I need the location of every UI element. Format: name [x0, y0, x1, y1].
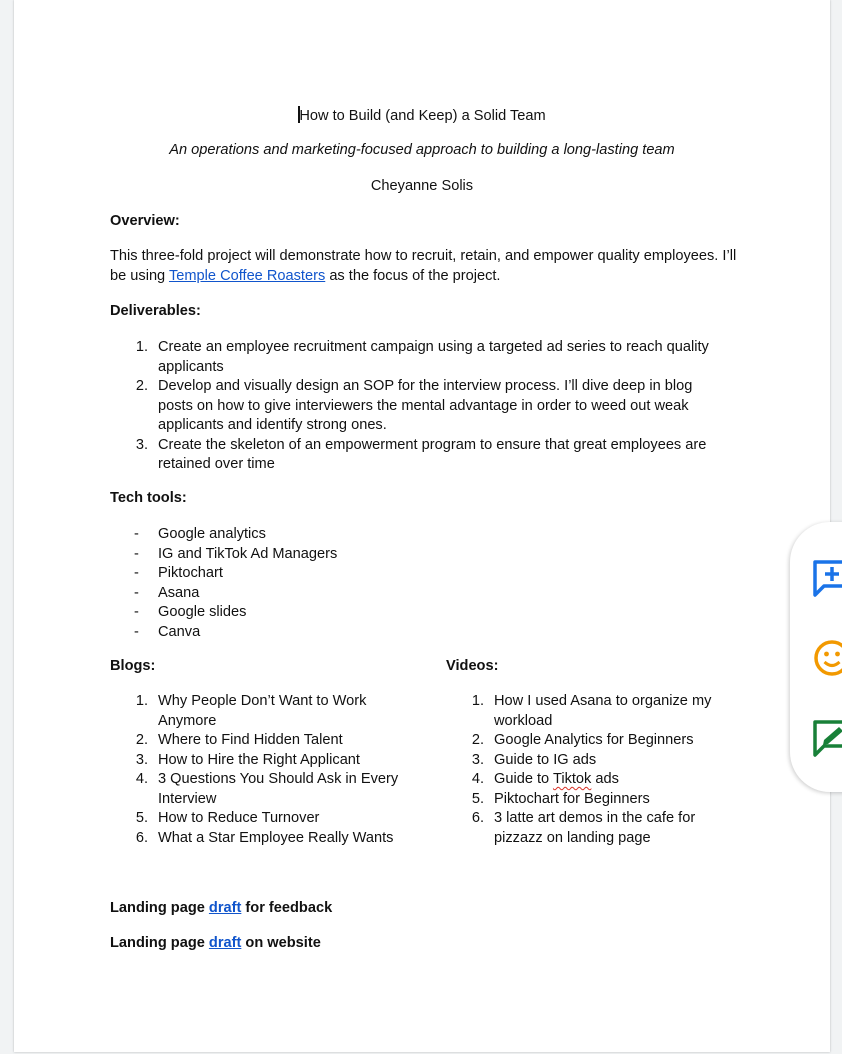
list-item: 2. Develop and visually design an SOP for the interview process. I’ll dive deep in blog posts on how to give interviewers the mental advantage in order to weed out weak applicants and identify strong ones. [135, 378, 693, 433]
draft-feedback-link[interactable]: draft [208, 900, 242, 916]
list-item: - Piktochart [134, 565, 223, 581]
draft-website-link[interactable]: draft [208, 935, 242, 951]
list-item: - IG and TikTok Ad Managers [134, 545, 338, 562]
list-item: 5. How to Reduce Turnover [135, 810, 320, 826]
tech-tools-list [110, 525, 720, 642]
tech-tools-heading: Tech tools: [110, 490, 187, 506]
list-item: - Google slides [134, 604, 247, 620]
list-item: 5. Piktochart for Beginners [471, 790, 650, 807]
document-author: Cheyanne Solis [370, 178, 474, 194]
emoji-reaction-button[interactable] [812, 638, 842, 678]
landing-website-line: Landing page draft on website [110, 935, 321, 951]
overview-heading: Overview: [110, 213, 180, 229]
videos-heading: Videos: [446, 658, 499, 674]
deliverables-list [110, 338, 720, 475]
overview-paragraph: This three-fold project will demonstrate how to recruit, retain, and empower quality employees. I’ll be using Temple Coffee Roasters as the focus of the project. [110, 248, 737, 284]
deliverables-heading: Deliverables: [110, 303, 201, 319]
emoji-reaction-icon [812, 638, 842, 678]
suggest-edit-button[interactable] [812, 718, 842, 758]
suggest-edit-icon [812, 718, 842, 758]
list-item: 2. Google Analytics for Beginners [471, 732, 694, 748]
document-page[interactable] [14, 0, 830, 1052]
blogs-list [110, 692, 410, 848]
side-action-panel [790, 522, 842, 792]
list-item: 4. 3 Questions You Should Ask in Every Interview [135, 771, 399, 807]
list-item: 1. Create an employee recruitment campaign using a targeted ad series to reach quality applicants [135, 339, 709, 375]
list-item: - Canva [134, 623, 201, 640]
list-item: - Google analytics [134, 526, 266, 542]
landing-feedback-line: Landing page draft for feedback [110, 900, 333, 916]
list-item: 1. Why People Don’t Want to Work Anymore [135, 693, 367, 729]
list-item: 4. Guide to Tiktok ads [471, 771, 619, 787]
add-comment-icon [812, 558, 842, 598]
list-item: 3. Create the skeleton of an empowerment program to ensure that great employees are retained over time [135, 436, 707, 472]
list-item: 6. What a Star Employee Really Wants [135, 829, 394, 846]
list-item: 1. How I used Asana to organize my workload [471, 693, 712, 729]
list-item: 6. 3 latte art demos in the cafe for pizzazz on landing page [471, 810, 696, 846]
list-item: - Asana [134, 584, 200, 601]
document-title: How to Build (and Keep) a Solid Team [299, 108, 546, 124]
blogs-heading: Blogs: [110, 658, 156, 674]
spelling-flag[interactable]: Tiktok [552, 771, 592, 787]
list-item: 2. Where to Find Hidden Talent [135, 732, 343, 748]
videos-list [446, 692, 726, 848]
temple-coffee-link[interactable]: Temple Coffee Roasters [168, 267, 326, 284]
list-item: 3. Guide to IG ads [471, 751, 597, 768]
list-item: 3. How to Hire the Right Applicant [135, 751, 360, 768]
document-subtitle: An operations and marketing-focused approach to building a long-lasting team [169, 142, 675, 158]
add-comment-button[interactable] [812, 558, 842, 598]
